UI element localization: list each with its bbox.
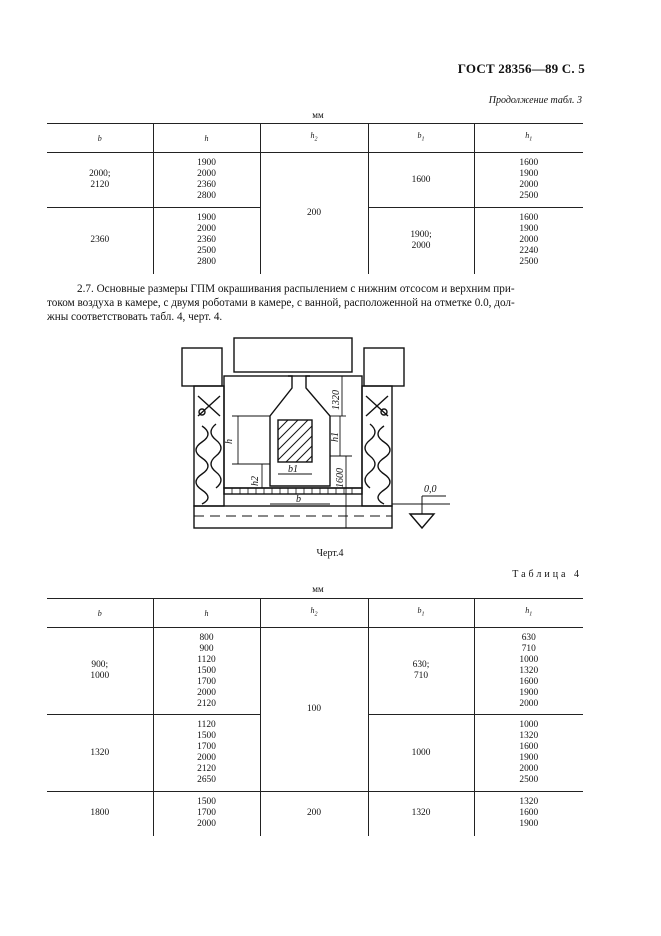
cell-h2: 200	[260, 792, 368, 836]
cell-h2: 100	[260, 628, 368, 792]
col-b-header: b	[47, 599, 153, 628]
level-label: 0,0	[424, 484, 437, 495]
dim-h1: h1	[330, 432, 341, 442]
cell-b1: 1900; 2000	[368, 208, 474, 274]
cell-b: 900; 1000	[47, 628, 153, 715]
col-h-header: h	[153, 124, 260, 153]
cell-b1: 1000	[368, 715, 474, 792]
dim-b: b	[296, 494, 301, 505]
col-b1-header: $b_1$	[368, 124, 474, 153]
cell-b1: 1320	[368, 792, 474, 836]
paragraph-2-7	[47, 282, 583, 324]
document-header: ГОСТ 28356—89 С. 5	[457, 61, 585, 76]
paragraph-line: жны соответствовать табл. 4, черт. 4.	[47, 311, 223, 323]
table-row	[47, 628, 583, 715]
table4-unit: мм	[312, 584, 324, 594]
cell-b1: 630; 710	[368, 628, 474, 715]
table-3	[47, 123, 583, 274]
col-h2-header: $h_2$	[260, 124, 368, 153]
cell-b: 2360	[90, 235, 110, 246]
cell-h1: 1600 1900 2000 2240 2500	[474, 208, 583, 274]
col-b1-header: $b_1$	[368, 599, 474, 628]
table-header-row	[47, 124, 583, 153]
table-header-row	[47, 599, 583, 628]
cell-h1: 630 710 1000 1320 1600 1900 2000	[474, 628, 583, 715]
dim-h2: h2	[250, 476, 261, 486]
dim-1320: 1320	[331, 390, 342, 410]
cell-b: 1320	[47, 715, 153, 792]
dim-h: h	[224, 439, 235, 444]
dim-b1: b1	[288, 464, 298, 475]
technical-drawing	[180, 336, 460, 542]
cell-h: 1120 1500 1700 2000 2120 2650	[153, 715, 260, 792]
table-4	[47, 598, 583, 836]
cell-h1: 1320 1600 1900	[474, 792, 583, 836]
hood	[270, 376, 330, 486]
drawing-caption: Черт.4	[316, 548, 344, 559]
paragraph-line: током воздуха в камере, с двумя роботами в камере, с ванной, расположенной на отметке 0.0, дол-	[47, 297, 515, 309]
table4-label: Таблица 4	[512, 569, 582, 580]
cell-h: 1900 2000 2360 2500 2800	[153, 208, 260, 274]
level-marker	[410, 514, 434, 528]
bath	[194, 506, 392, 528]
table-row	[47, 153, 583, 208]
cell-h: 800 900 1120 1500 1700 2000 2120	[153, 628, 260, 715]
cell-h: 1500 1700 2000	[153, 792, 260, 836]
col-h2-header: $h_2$	[260, 599, 368, 628]
table-row	[47, 792, 583, 836]
col-h-header: h	[153, 599, 260, 628]
col-h1-header: $h_1$	[474, 599, 583, 628]
center-top-box	[234, 338, 352, 372]
dim-1600: 1600	[335, 468, 346, 488]
right-top-box	[364, 348, 404, 386]
left-top-box	[182, 348, 222, 386]
col-b-header: b	[47, 124, 153, 153]
cell-b: 2000; 2120	[47, 153, 153, 208]
cell-b1: 1600	[368, 153, 474, 208]
cell-h1: 1600 1900 2000 2500	[474, 153, 583, 208]
cell-h1: 1000 1320 1600 1900 2000 2500	[474, 715, 583, 792]
cell-h: 1900 2000 2360 2800	[153, 153, 260, 208]
cell-h2: 200	[260, 153, 368, 274]
cell-b: 1800	[90, 808, 110, 819]
paragraph-line: 2.7. Основные размеры ГПМ окрашивания распылением с нижним отсосом и верхним при-	[77, 283, 515, 295]
col-h1-header: $h_1$	[474, 124, 583, 153]
table3-unit: мм	[312, 110, 324, 120]
table-continuation-label: Продолжение табл. 3	[488, 95, 582, 106]
